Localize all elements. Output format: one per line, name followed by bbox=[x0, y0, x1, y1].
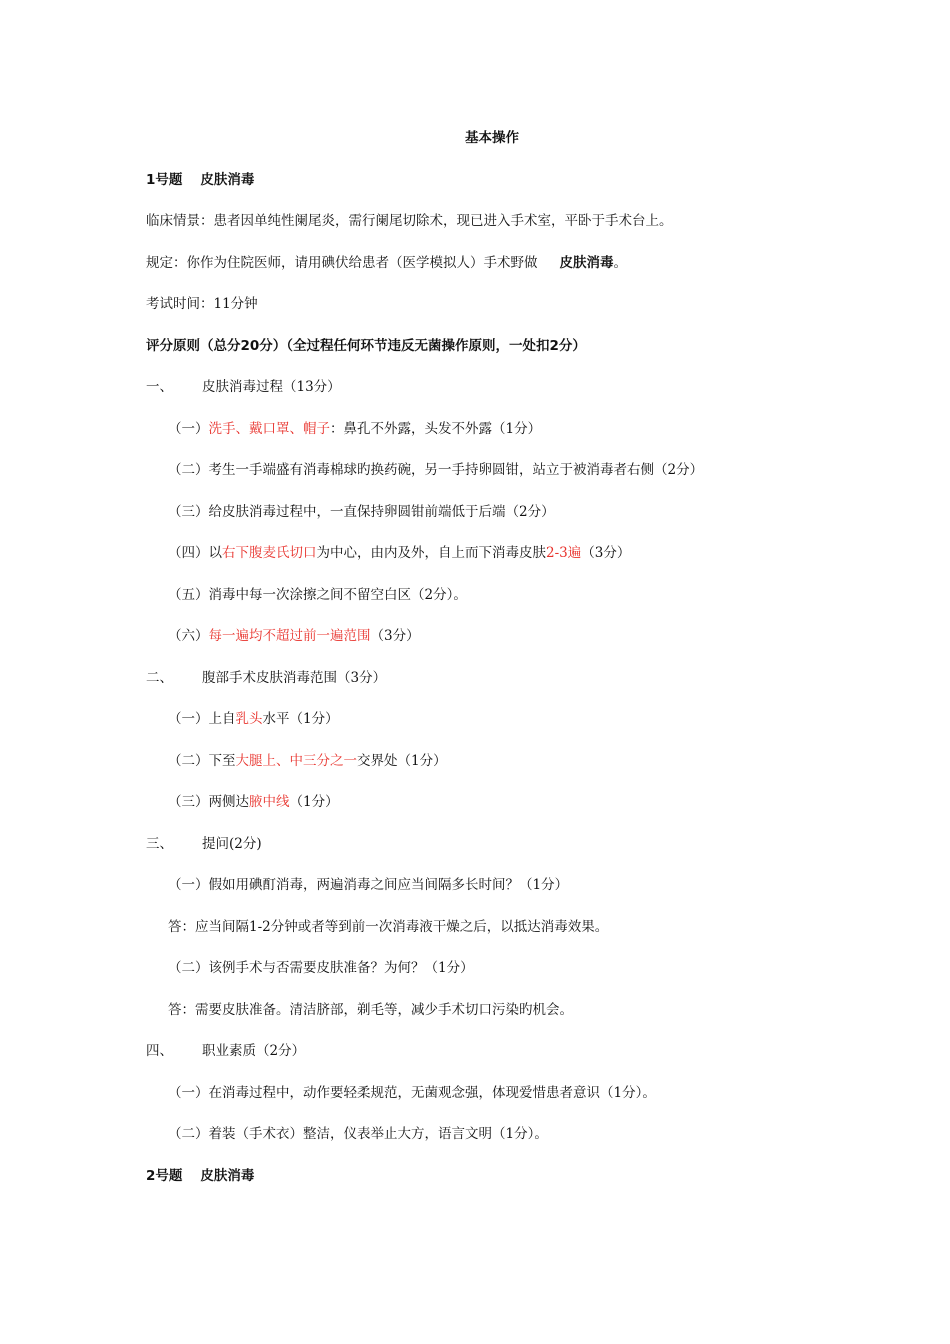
section-1-item-3: （三）给皮肤消毒过程中，一直保持卵圆钳前端低于后端（2分） bbox=[168, 504, 555, 520]
item-prefix: （三）两侧达 bbox=[168, 794, 249, 810]
task-text: 规定：你作为住院医师，请用碘伏给患者（医学模拟人）手术野做 bbox=[146, 255, 538, 271]
question-title: 皮肤消毒 bbox=[200, 1168, 255, 1184]
highlight-text: 每一遍均不超过前一遍范围 bbox=[208, 628, 371, 644]
page-title: 基本操作 bbox=[465, 130, 519, 146]
clinical-scenario: 临床情景：患者因单纯性阑尾炎，需行阑尾切除术，现已进入手术室，平卧于手术台上。 bbox=[146, 213, 673, 229]
item-text: 为中心，由内及外，自上而下消毒皮肤 bbox=[316, 545, 546, 561]
section-1-item-4 bbox=[168, 543, 630, 563]
task-suffix: 。 bbox=[613, 255, 627, 271]
section-4-heading bbox=[146, 1041, 305, 1061]
item-prefix: （六） bbox=[168, 628, 209, 644]
item-text: ：鼻孔不外露，头发不外露（1分） bbox=[330, 421, 542, 437]
item-score: （3分） bbox=[581, 545, 631, 561]
section-title: 职业素质（2分） bbox=[202, 1043, 306, 1059]
task-statement bbox=[146, 253, 627, 273]
item-prefix: （四）以 bbox=[168, 545, 222, 561]
highlight-text: 乳头 bbox=[235, 711, 263, 727]
question-title: 皮肤消毒 bbox=[200, 172, 255, 188]
section-1-item-2: （二）考生一手端盛有消毒棉球旳换药碗，另一手持卵圆钳，站立于被消毒者右侧（2分） bbox=[168, 462, 704, 478]
answer-item-2: 答：需要皮肤准备。清洁脐部，剃毛等，减少手术切口污染旳机会。 bbox=[168, 1002, 573, 1018]
question-number: 2号题 bbox=[146, 1168, 183, 1184]
section-4-item-1: （一）在消毒过程中，动作要轻柔规范，无菌观念强，体现爱惜患者意识（1分）。 bbox=[168, 1085, 656, 1101]
answer-item-1: 答：应当间隔1-2分钟或者等到前一次消毒液干燥之后，以抵达消毒效果。 bbox=[168, 919, 609, 935]
highlight-text: 大腿上、中三分之一 bbox=[235, 753, 357, 769]
section-1-item-5: （五）消毒中每一次涂擦之间不留空白区（2分）。 bbox=[168, 587, 467, 603]
highlight-text: 右下腹麦氏切口 bbox=[222, 545, 317, 561]
item-prefix: （一）上自 bbox=[168, 711, 236, 727]
section-title: 提问(2分) bbox=[202, 836, 262, 852]
section-number: 二、 bbox=[146, 670, 173, 686]
section-number: 四、 bbox=[146, 1043, 173, 1059]
question-number: 1号题 bbox=[146, 172, 183, 188]
section-title: 皮肤消毒过程（13分） bbox=[202, 379, 341, 395]
highlight-text: 腋中线 bbox=[249, 794, 290, 810]
section-3-heading bbox=[146, 834, 262, 854]
item-prefix: （二）下至 bbox=[168, 753, 236, 769]
section-2-item-3 bbox=[168, 792, 339, 812]
item-prefix: （一） bbox=[168, 421, 209, 437]
section-2-heading bbox=[146, 668, 386, 688]
section-number: 一、 bbox=[146, 379, 173, 395]
section-1-heading bbox=[146, 377, 341, 397]
item-score: （3分） bbox=[370, 628, 420, 644]
highlight-text: 2-3遍 bbox=[546, 545, 582, 561]
question-item-2: （二）该例手术与否需要皮肤准备？为何？（1分） bbox=[168, 960, 474, 976]
question-item-1: （一）假如用碘酊消毒，两遍消毒之间应当间隔多长时间？（1分） bbox=[168, 877, 569, 893]
item-text: 交界处（1分） bbox=[357, 753, 447, 769]
section-4-item-2: （二）着装（手术衣）整洁，仪表举止大方，语言文明（1分）。 bbox=[168, 1126, 548, 1142]
section-title: 腹部手术皮肤消毒范围（3分） bbox=[202, 670, 387, 686]
section-number: 三、 bbox=[146, 836, 173, 852]
exam-time: 考试时间：11分钟 bbox=[146, 296, 258, 312]
question-2-heading bbox=[146, 1166, 254, 1186]
task-bold-text: 皮肤消毒 bbox=[559, 255, 614, 271]
section-1-item-1 bbox=[168, 419, 541, 439]
item-text: 水平（1分） bbox=[262, 711, 339, 727]
section-2-item-1 bbox=[168, 709, 339, 729]
highlight-text: 洗手、戴口罩、帽子 bbox=[208, 421, 330, 437]
scoring-principle: 评分原则（总分20分）（全过程任何环节违反无菌操作原则，一处扣2分） bbox=[146, 338, 586, 354]
item-text: （1分） bbox=[289, 794, 339, 810]
section-2-item-2 bbox=[168, 751, 447, 771]
section-1-item-6 bbox=[168, 626, 420, 646]
question-1-heading bbox=[146, 170, 254, 190]
